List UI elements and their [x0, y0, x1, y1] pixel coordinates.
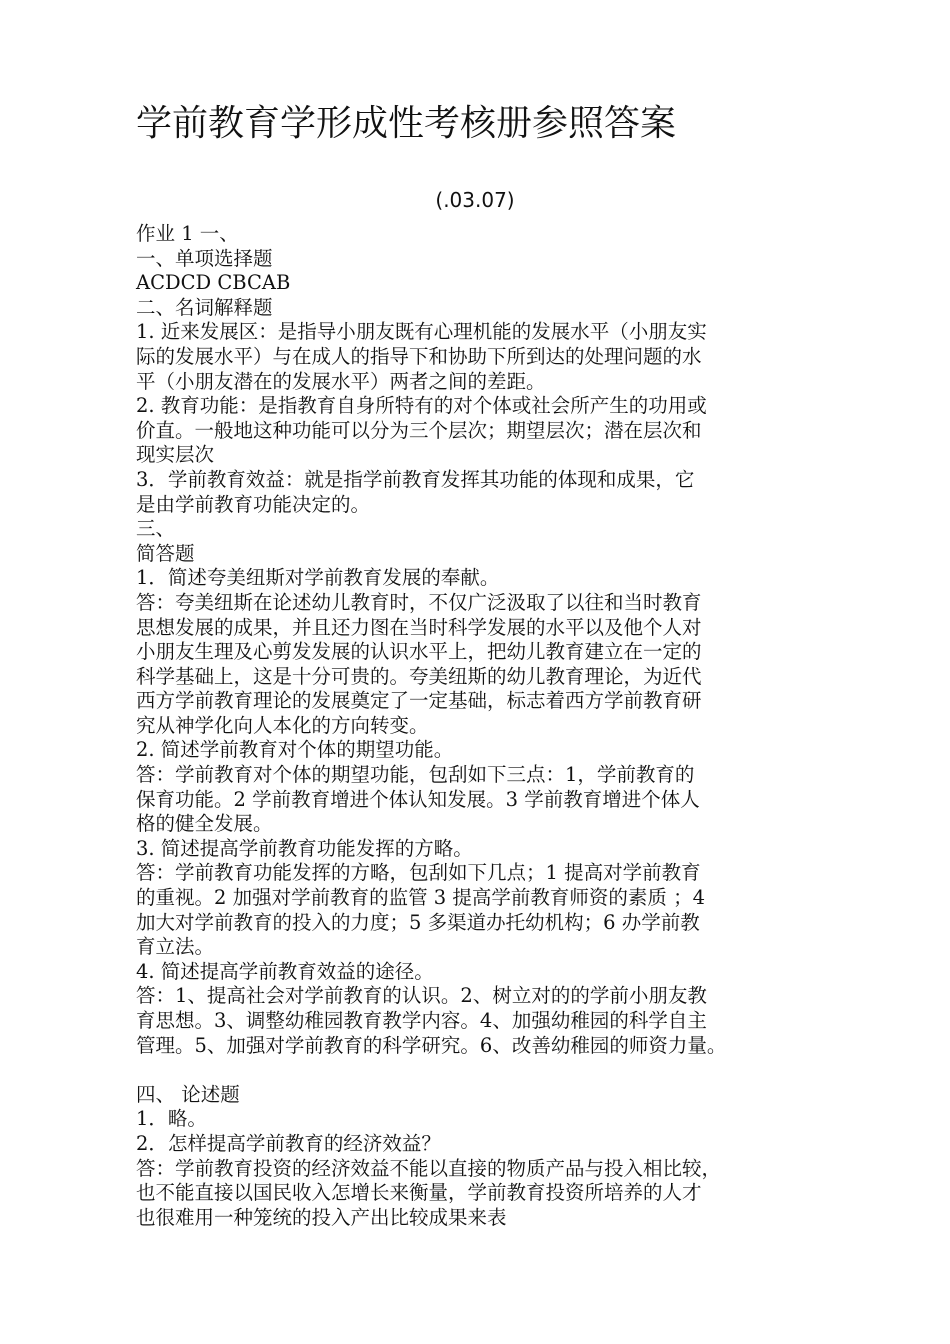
text-line: 答：学前教育功能发挥的方略，包刮如下几点；1 提高对学前教育 [136, 861, 701, 885]
text-line: 4. 简述提高学前教育效益的途径。 [136, 959, 434, 983]
text-line: 现实层次 [136, 443, 215, 467]
text-line: 3. 简述提高学前教育功能发挥的方略。 [136, 836, 473, 860]
text-line: 3．学前教育效益：就是指学前教育发挥其功能的体现和成果，它 [136, 467, 695, 491]
document-date: (.03.07) [435, 188, 515, 212]
text-line: 也不能直接以国民收入怎增长来衡量，学前教育投资所培养的人才 [136, 1181, 702, 1205]
text-line: 价直。一般地这种功能可以分为三个层次；期望层次；潜在层次和 [136, 418, 702, 442]
text-line: ACDCD CBCAB [136, 271, 291, 295]
text-line: 答：夸美纽斯在论述幼儿教育时，不仅广泛汲取了以往和当时教育 [136, 590, 702, 614]
document-body [136, 222, 826, 1230]
text-line: 二、名词解释题 [136, 295, 273, 319]
text-line: 1．简述夸美纽斯对学前教育发展的奉献。 [136, 566, 500, 590]
text-line: 2. 简述学前教育对个体的期望功能。 [136, 738, 454, 762]
text-line: 简答题 [136, 541, 195, 565]
text-line: 究从神学化向人本化的方向转变。 [136, 713, 429, 737]
text-line: 平（小朋友潜在的发展水平）两者之间的差距。 [136, 369, 546, 393]
text-line: 1. 近来发展区：是指导小朋友既有心理机能的发展水平（小朋友实 [136, 320, 707, 344]
document-title: 学前教育学形成性考核册参照答案 [136, 103, 677, 144]
text-line: 1．略。 [136, 1107, 207, 1131]
text-line: 作业 1 一、 [136, 222, 239, 245]
text-line: 管理。5、加强对学前教育的科学研究。6、改善幼稚园的师资力量。 [136, 1033, 727, 1057]
text-line: 也很难用一种笼统的投入产出比较成果来表 [136, 1205, 507, 1229]
text-line: 答：学前教育对个体的期望功能，包刮如下三点：1，学前教育的 [136, 763, 695, 787]
text-line: 科学基础上，这是十分可贵的。夸美纽斯的幼儿教育理论，为近代 [136, 664, 702, 688]
text-line: 西方学前教育理论的发展奠定了一定基础，标志着西方学前教育研 [136, 689, 702, 713]
blank-line [136, 1058, 826, 1083]
text-line: 一、单项选择题 [136, 246, 273, 270]
text-line: 2. 教育功能：是指教育自身所特有的对个体或社会所产生的功用或 [136, 394, 707, 418]
text-line: 际的发展水平）与在成人的指导下和协助下所到达的处理问题的水 [136, 344, 702, 368]
text-line: 育思想。3、调整幼稚园教育教学内容。4、加强幼稚园的科学自主 [136, 1009, 707, 1032]
text-line: 是由学前教育功能决定的。 [136, 492, 371, 516]
text-line: 三、 [136, 517, 176, 541]
text-line: 小朋友生理及心剪发发展的认识水平上，把幼儿教育建立在一定的 [136, 640, 702, 664]
text-line: 育立法。 [136, 935, 215, 959]
text-line: 答：学前教育投资的经济效益不能以直接的物质产品与投入相比较， [136, 1156, 722, 1180]
text-line: 保育功能。2 学前教育增进个体认知发展。3 学前教育增进个体人 [136, 787, 700, 811]
text-line: 思想发展的成果，并且还力图在当时科学发展的水平以及他个人对 [136, 615, 702, 639]
text-line: 2．怎样提高学前教育的经济效益？ [136, 1131, 441, 1155]
text-line: 加大对学前教育的投入的力度；5 多渠道办托幼机构；6 办学前教 [136, 910, 700, 934]
text-line: 的重视。2 加强对学前教育的监管 3 提高学前教育师资的素质 ；4 [136, 886, 706, 910]
text-line: 四、 论述题 [136, 1082, 240, 1106]
text-line: 格的健全发展。 [136, 812, 273, 836]
text-line: 答：1、提高社会对学前教育的认识。2、树立对的的学前小朋友教 [136, 984, 707, 1008]
